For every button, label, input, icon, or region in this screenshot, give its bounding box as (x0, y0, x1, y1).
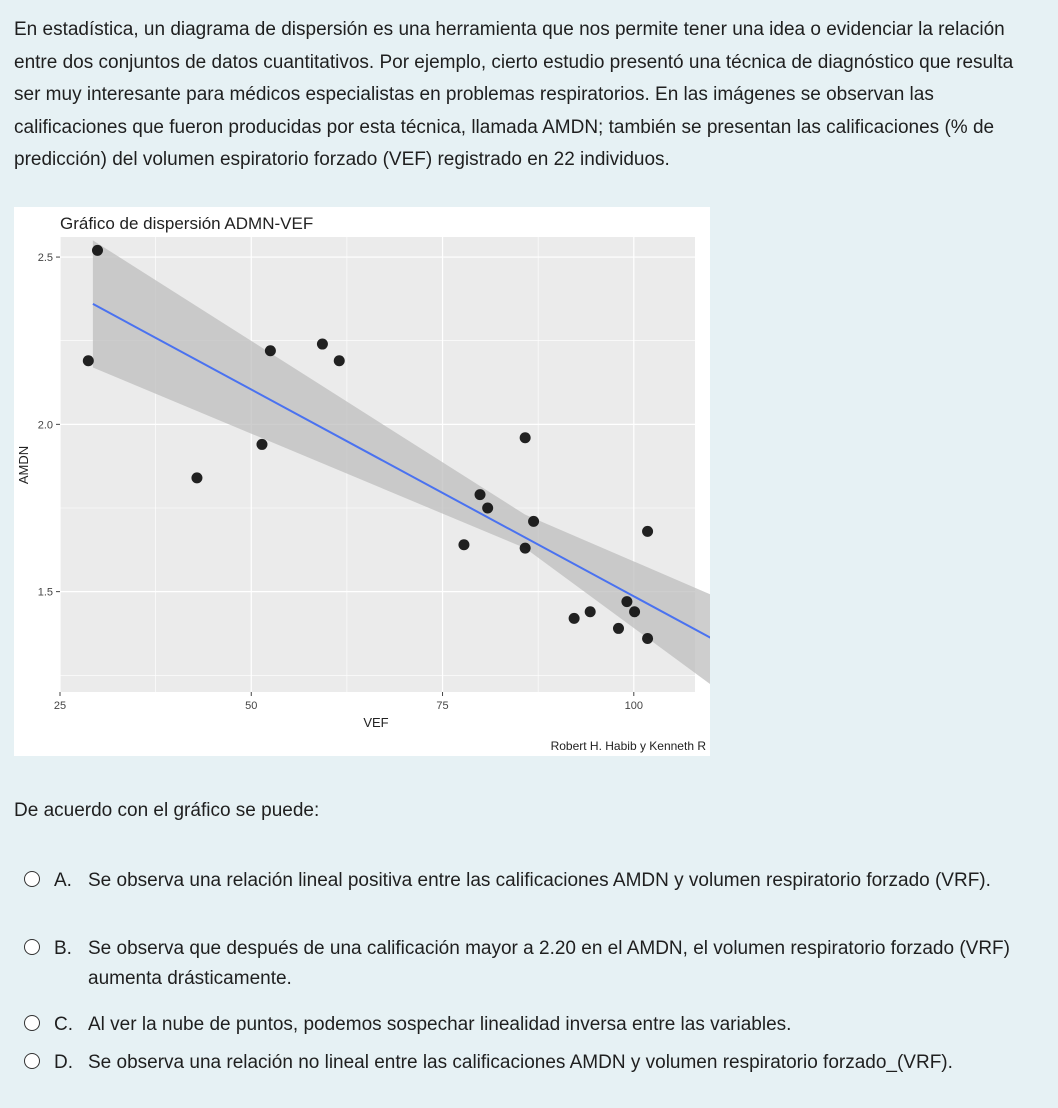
intro-paragraph: En estadística, un diagrama de dispersión es una herramienta que nos permite tener una idea o evidenciar la relación entre dos conjuntos de datos cuantitativos. Por ejemplo, cierto estudio presentó una técnica de diagnóstico que resulta ser muy interesante para médicos especialistas en problemas respiratorios. En las imágenes se observan las calificaciones que fueron producidas por esta técnica, llamada AMDN; también se presentan las calificaciones (% de predicción) del volumen espiratorio forzado (VEF) registrado en 22 individuos. (14, 19, 1014, 170)
data-point (458, 539, 469, 550)
data-point (317, 339, 328, 350)
data-point (642, 633, 653, 644)
data-point (520, 543, 531, 554)
data-point (83, 355, 94, 366)
data-point (191, 472, 202, 483)
radio-a[interactable] (24, 871, 40, 887)
data-point (92, 245, 103, 256)
data-point (475, 489, 486, 500)
radio-d[interactable] (24, 1053, 40, 1069)
y-axis-label: AMDN (16, 445, 31, 485)
data-point (528, 516, 539, 527)
x-tick-label: 100 (624, 700, 643, 712)
option-text: Se observa una relación lineal positiva entre las calificaciones AMDN y volumen respiratorio forzado (VRF). (88, 870, 991, 891)
option-letter: A. (54, 870, 72, 891)
option-d[interactable] (24, 1048, 1034, 1078)
option-c[interactable] (24, 1010, 1034, 1040)
y-tick-label: 2.0 (37, 419, 53, 432)
chart-caption: Robert H. Habib y Kenneth R (550, 739, 706, 753)
data-point (621, 596, 632, 607)
data-point (265, 345, 276, 356)
y-tick-label: 1.5 (37, 586, 53, 599)
question-text: De acuerdo con el gráfico se puede: (14, 800, 320, 821)
data-point (642, 526, 653, 537)
data-point (334, 355, 345, 366)
chart-svg (14, 207, 710, 756)
radio-c[interactable] (24, 1015, 40, 1031)
option-text: Al ver la nube de puntos, podemos sospechar linealidad inversa entre las variables. (88, 1014, 792, 1035)
option-letter: C. (54, 1014, 73, 1035)
y-axis-ticks (38, 252, 60, 599)
data-point (520, 432, 531, 443)
data-point (569, 613, 580, 624)
option-a[interactable] (24, 866, 1034, 896)
data-point (613, 623, 624, 634)
data-point (482, 502, 493, 513)
x-tick-label: 75 (436, 700, 449, 712)
scatter-chart (14, 207, 710, 756)
chart-title: Gráfico de dispersión ADMN-VEF (60, 214, 314, 233)
radio-b[interactable] (24, 939, 40, 955)
data-point (256, 439, 267, 450)
x-axis-ticks (54, 692, 643, 712)
option-b[interactable] (24, 934, 1034, 994)
option-letter: D. (54, 1052, 73, 1073)
data-point (629, 606, 640, 617)
option-text: Se observa que después de una calificación mayor a 2.20 en el AMDN, el volumen respiratorio forzado (VRF) aumenta drásticamente. (88, 938, 1010, 989)
data-point (585, 606, 596, 617)
option-letter: B. (54, 938, 72, 959)
x-axis-label: VEF (363, 715, 389, 730)
x-tick-label: 50 (245, 700, 258, 712)
option-text: Se observa una relación no lineal entre las calificaciones AMDN y volumen respiratorio forzado_(VRF). (88, 1052, 953, 1073)
x-tick-label: 25 (53, 700, 67, 712)
y-tick-label: 2.5 (37, 252, 53, 265)
